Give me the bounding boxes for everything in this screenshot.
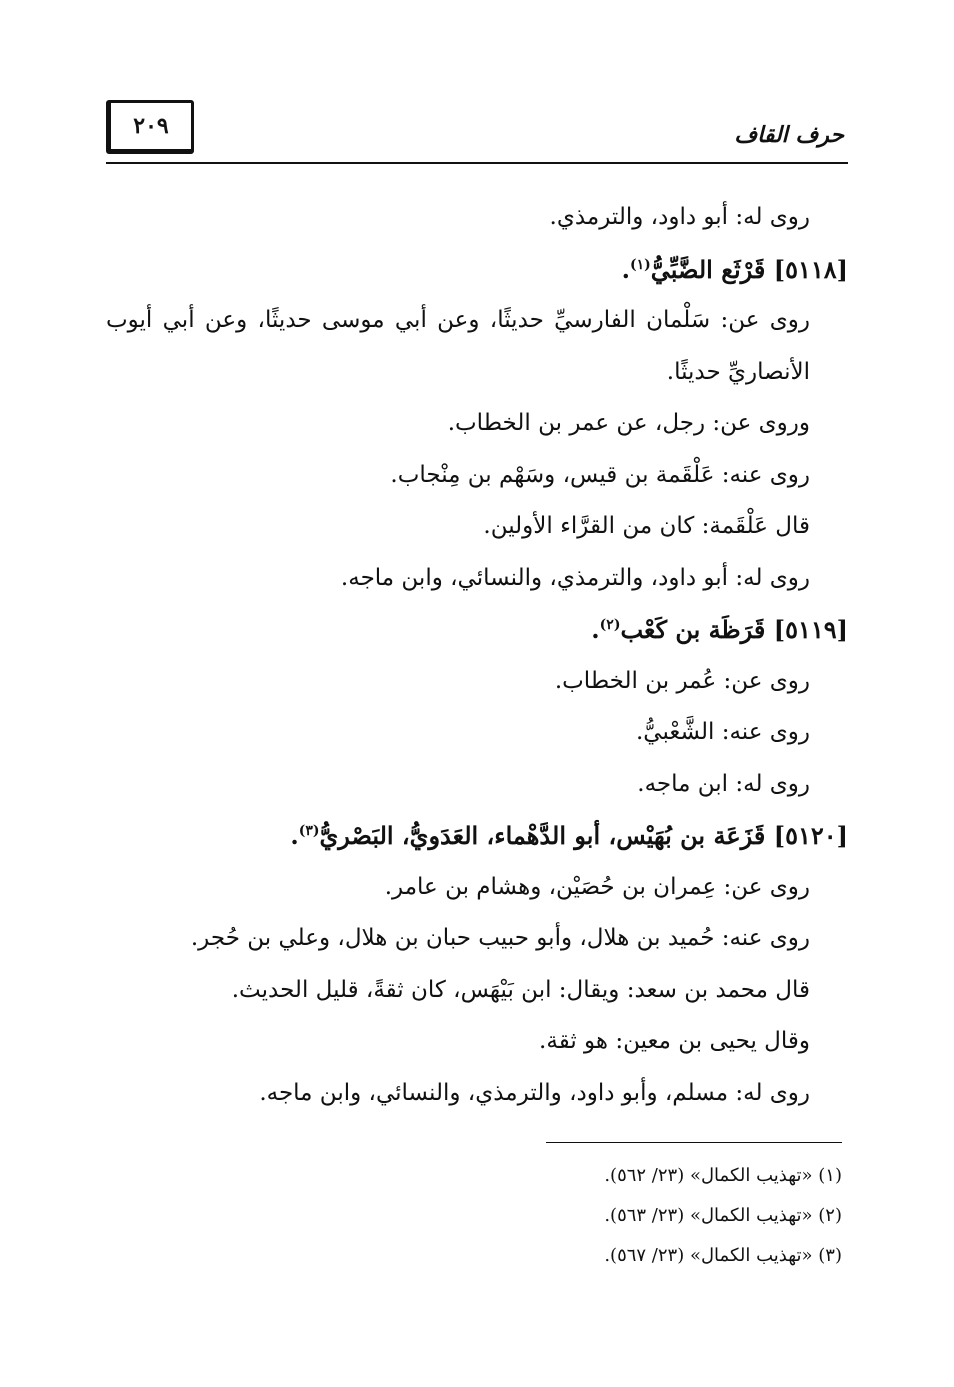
- text-line: قال عَلْقَمة: كان من القرَّاء الأولين.: [483, 513, 810, 539]
- text-line: قال محمد بن سعد: ويقال: ابن بَيْهَس، كان ثقةً، قليل الحديث.: [231, 976, 810, 1003]
- text-line: روى عن: سَلْمان الفارسيِّ حديثًا، وعن أبي موسى حديثًا، وعن أبي أيوب الأنصاريِّ حديثًا.: [106, 307, 810, 385]
- entry-number: [٥١٢٠]: [773, 821, 848, 850]
- footnote: (٢) «تهذيب الكمال» (٢٣/ ٥٦٣).: [604, 1205, 842, 1226]
- text-line: روى عنه: حُميد بن هلال، وأبو حبيب حبان بن هلال، وعلي بن حُجر.: [190, 925, 810, 951]
- entry-heading: [106, 810, 848, 862]
- entry-number: [٥١١٨]: [773, 254, 848, 284]
- header-rule: [106, 162, 848, 164]
- entry-end: .: [290, 821, 299, 850]
- main-text: [106, 192, 848, 1119]
- text-line: روى له: أبو داود، والترمذي، والنسائي، وابن ماجه.: [340, 564, 810, 591]
- footnote-ref: (٢): [599, 617, 621, 633]
- text-line: روى عنه: الشَّعْبيُّ.: [635, 719, 810, 745]
- text-line: روى له: أبو داود، والترمذي.: [549, 204, 810, 230]
- footnotes: [342, 1156, 842, 1276]
- text-line: روى عنه: عَلْقَمة بن قيس، وسَهْم بن مِنْجاب.: [390, 461, 810, 488]
- text-line: روى عن: عُمر بن الخطاب.: [554, 667, 810, 694]
- footnote-rule: [546, 1142, 842, 1143]
- footnote: (٣) «تهذيب الكمال» (٢٣/ ٥٦٧).: [604, 1245, 842, 1266]
- page-number: ٢٠٩: [106, 100, 194, 154]
- entry-name: قَرَظَة بن كَعْب: [620, 615, 766, 644]
- entry-name: قَرْثَع الضَّبِّيُّ: [650, 254, 766, 284]
- text-line: وقال يحيى بن معين: هو ثقة.: [539, 1028, 810, 1054]
- footnote: (١) «تهذيب الكمال» (٢٣/ ٥٦٢).: [604, 1165, 842, 1186]
- entry-number: [٥١١٩]: [773, 615, 848, 644]
- text-line: وروى عن: رجل، عن عمر بن الخطاب.: [447, 410, 810, 436]
- entry-name: قَزَعَة بن بُهَيْس، أبو الدَّهْماء، العَدَويُّ، البَصْريُّ: [319, 821, 766, 850]
- entry-end: .: [591, 615, 600, 644]
- footnote-ref: (١): [630, 256, 651, 273]
- text-line: روى عن: عِمران بن حُصَيْن، وهشام بن عامر.: [384, 873, 810, 900]
- entry-heading: [106, 244, 848, 296]
- footnote-ref: (٣): [298, 823, 320, 839]
- text-line: روى له: ابن ماجه.: [637, 770, 810, 797]
- entry-end: .: [621, 254, 631, 284]
- running-title: حرف القاف: [734, 122, 844, 148]
- text-line: روى له: مسلم، وأبو داود، والترمذي، والنسائي، وابن ماجه.: [259, 1079, 810, 1106]
- entry-heading: [106, 604, 848, 656]
